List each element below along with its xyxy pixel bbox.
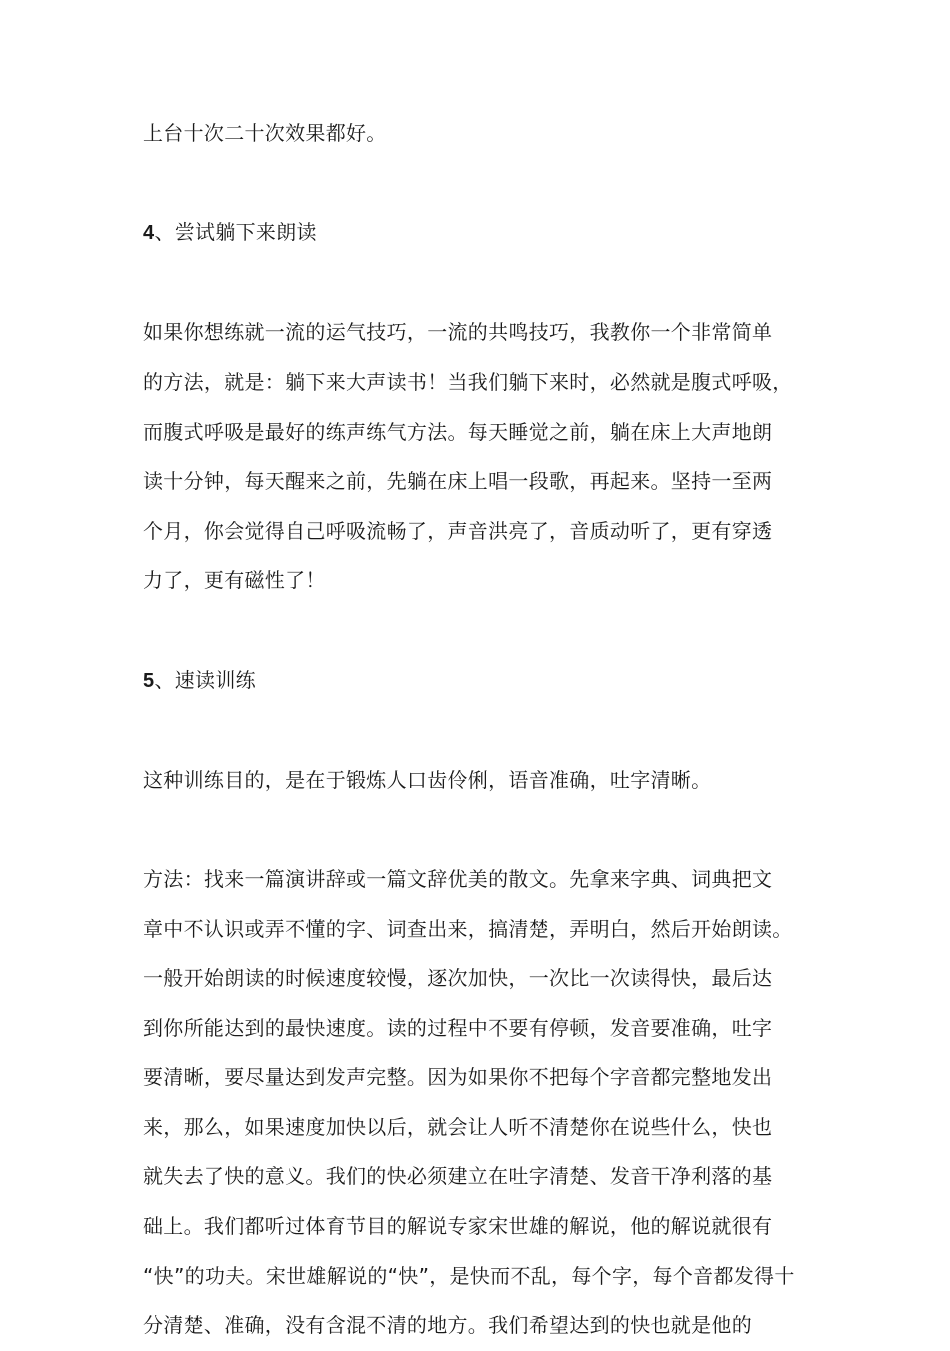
paragraph-gap — [143, 805, 833, 855]
section-heading-4 — [143, 208, 833, 259]
text-line: 读十分钟，每天醒来之前，先躺在床上唱一段歌，再起来。坚持一至两 — [143, 469, 773, 494]
section-title: 、速读训练 — [154, 667, 256, 692]
text-line: “快”的功夫。宋世雄解说的“快”，是快而不乱，每个字，每个音都发得十 — [143, 1263, 795, 1288]
paragraph-purpose — [143, 756, 833, 806]
text-line: 就失去了快的意义。我们的快必须建立在吐字清楚、发音干净利落的基 — [143, 1164, 773, 1189]
text-line: 方法：找来一篇演讲辞或一篇文辞优美的散文。先拿来字典、词典把文 — [143, 866, 773, 891]
text-line: 来，那么，如果速度加快以后，就会让人听不清楚你在说些什么，快也 — [143, 1114, 773, 1139]
text-line: 的方法，就是：躺下来大声读书！当我们躺下来时，必然就是腹式呼吸， — [143, 369, 793, 394]
document-body — [143, 109, 833, 1351]
text-line: 章中不认识或弄不懂的字、词查出来，搞清楚，弄明白，然后开始朗读。 — [143, 916, 793, 941]
section-title: 、尝试躺下来朗读 — [154, 220, 317, 245]
paragraph-intro — [143, 109, 833, 159]
section-heading-5 — [143, 656, 833, 707]
text-line: 一般开始朗读的时候速度较慢，逐次加快，一次比一次读得快，最后达 — [143, 966, 773, 991]
text-line: 而腹式呼吸是最好的练声练气方法。每天睡觉之前，躺在床上大声地朗 — [143, 419, 773, 444]
paragraph-gap — [143, 159, 833, 209]
text-line: 分清楚、准确，没有含混不清的地方。我们希望达到的快也就是他的 — [143, 1313, 752, 1338]
paragraph-gap — [143, 259, 833, 309]
paragraph-lying-reading — [143, 308, 833, 606]
text-line: 要清晰，要尽量达到发声完整。因为如果你不把每个字音都完整地发出 — [143, 1065, 773, 1090]
text-line: 础上。我们都听过体育节目的解说专家宋世雄的解说，他的解说就很有 — [143, 1214, 773, 1239]
text-line: 上台十次二十次效果都好。 — [143, 121, 387, 145]
section-number: 5 — [143, 669, 155, 692]
text-line: 个月，你会觉得自己呼吸流畅了，声音洪亮了，音质动听了，更有穿透 — [143, 518, 773, 543]
text-line: 力了，更有磁性了！ — [143, 568, 326, 593]
paragraph-gap — [143, 606, 833, 656]
text-line: 如果你想练就一流的运气技巧，一流的共鸣技巧，我教你一个非常简单 — [143, 320, 773, 345]
text-line: 这种训练目的，是在于锻炼人口齿伶俐，语音准确，吐字清晰。 — [143, 767, 712, 792]
paragraph-method — [143, 855, 833, 1351]
paragraph-gap — [143, 706, 833, 756]
section-number: 4 — [143, 222, 155, 245]
text-line: 到你所能达到的最快速度。读的过程中不要有停顿，发音要准确，吐字 — [143, 1015, 773, 1040]
